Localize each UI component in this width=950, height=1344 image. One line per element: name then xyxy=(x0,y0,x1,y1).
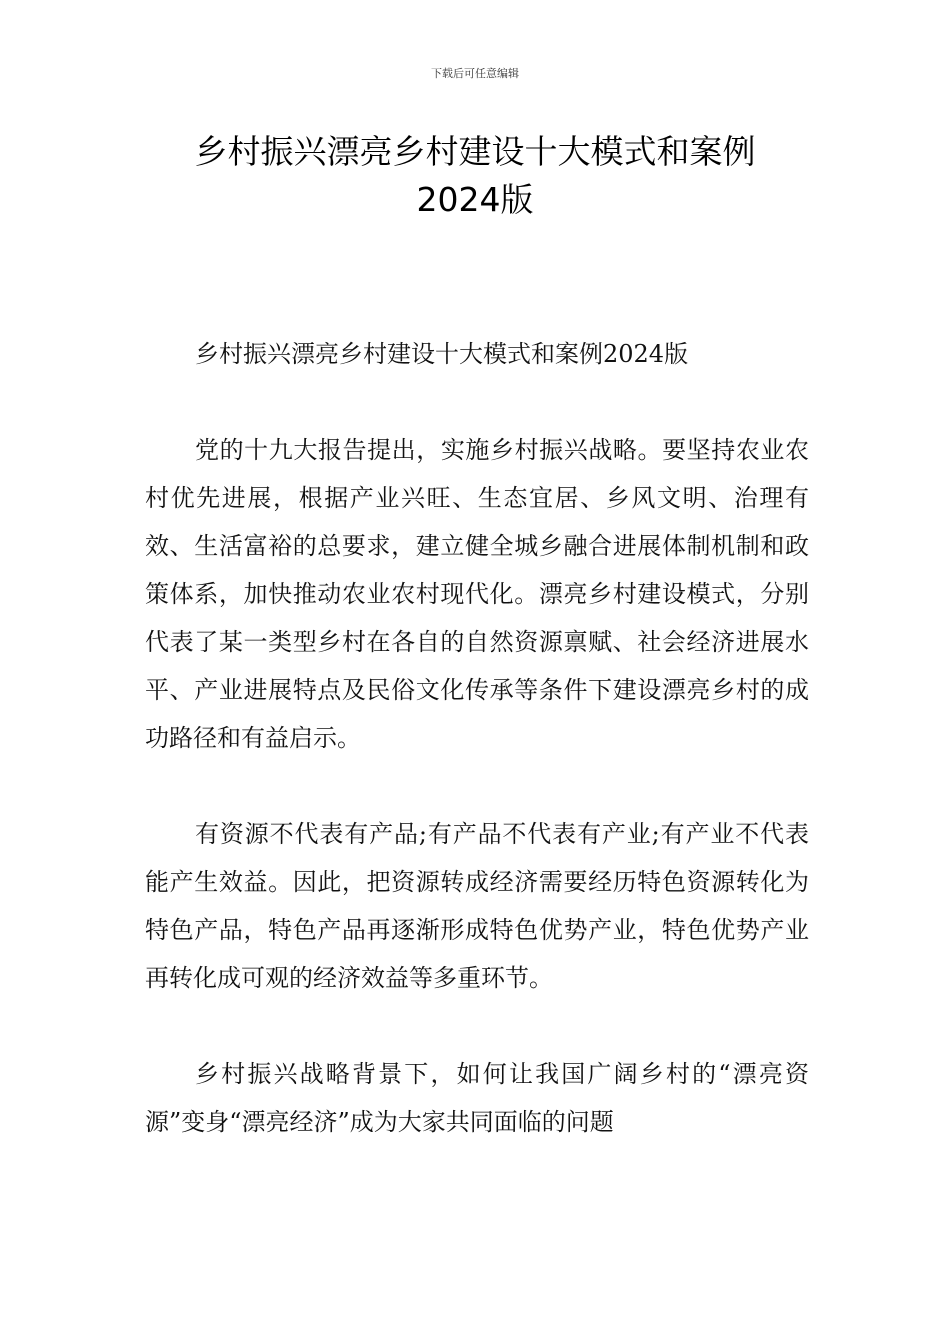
title-line-1: 乡村振兴漂亮乡村建设十大模式和案例 xyxy=(194,132,756,171)
paragraph-2: 有资源不代表有产品;有产品不代表有产业;有产业不代表能产生效益。因此，把资源转成经济需要经历特色资源转化为特色产品，特色产品再逐渐形成特色优势产业，特色优势产业再转化成可观的经济效益等多重环节。 xyxy=(145,820,809,992)
document-title xyxy=(0,128,950,224)
header-note: 下载后可任意编辑 xyxy=(431,67,519,80)
paragraph-3: 乡村振兴战略背景下，如何让我国广阔乡村的“漂亮资源”变身“漂亮经济”成为大家共同面临的问题 xyxy=(145,1060,809,1136)
body-subtitle: 乡村振兴漂亮乡村建设十大模式和案例2024版 xyxy=(195,340,689,368)
title-line-2: 2024版 xyxy=(416,180,534,219)
document-body xyxy=(145,330,809,1146)
paragraph-1: 党的十九大报告提出，实施乡村振兴战略。要坚持农业农村优先进展，根据产业兴旺、生态宜居、乡风文明、治理有效、生活富裕的总要求，建立健全城乡融合进展体制机制和政策体系，加快推动农业农村现代化。漂亮乡村建设模式，分别代表了某一类型乡村在各自的自然资源禀赋、社会经济进展水平、产业进展特点及民俗文化传承等条件下建设漂亮乡村的成功路径和有益启示。 xyxy=(145,436,809,752)
